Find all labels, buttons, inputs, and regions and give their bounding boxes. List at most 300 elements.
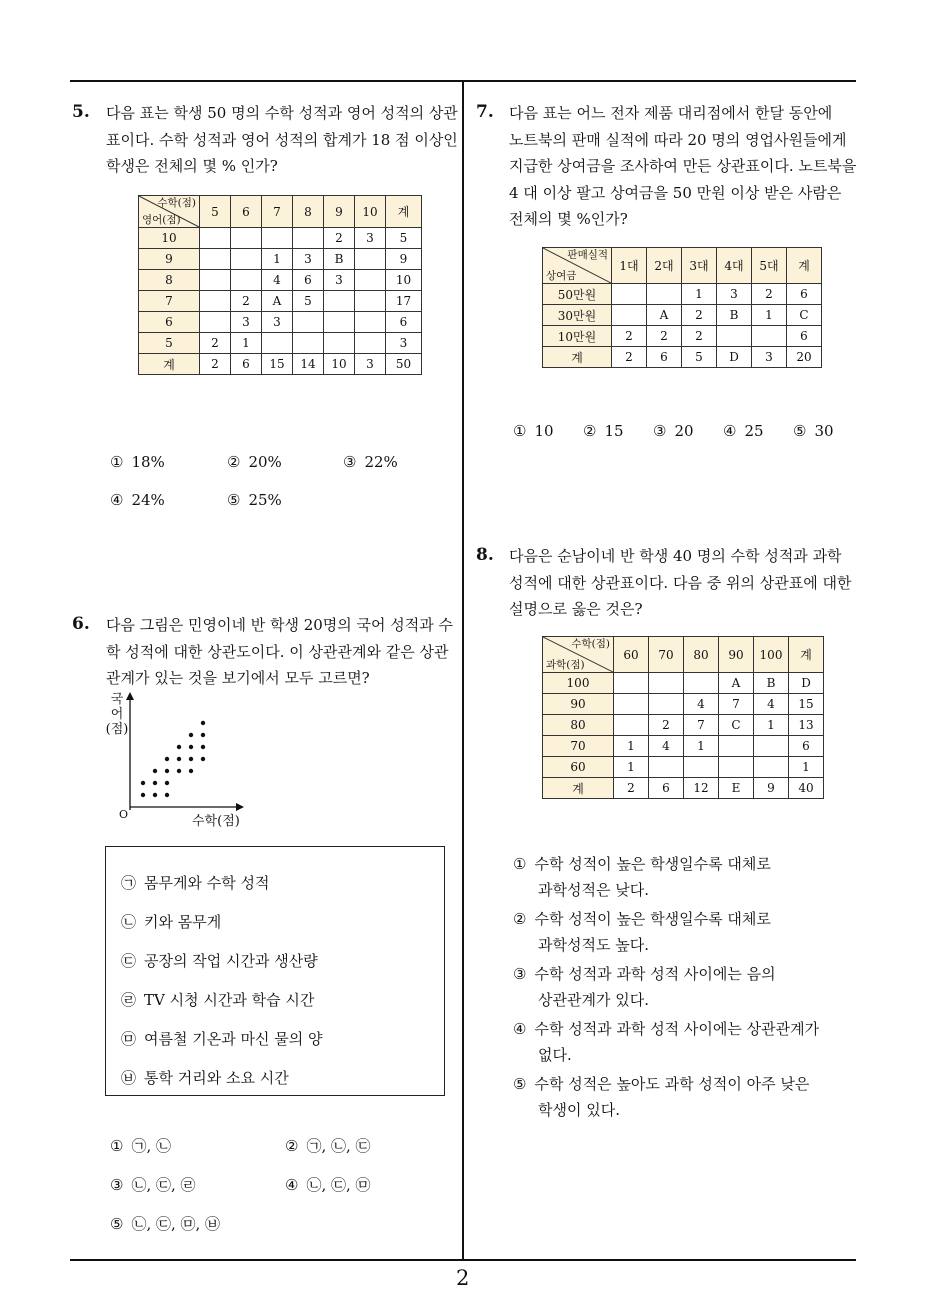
q8-option-mark: ④ — [513, 1020, 527, 1038]
q8-table-cell — [754, 736, 789, 757]
q8-table-cell: 13 — [789, 715, 824, 736]
q7-corner-bottom: 상여금 — [546, 270, 577, 282]
q6-line: 학 성적에 대한 상관도이다. 이 상관관계와 같은 상관 — [106, 642, 449, 661]
q6-scatter-dot — [177, 757, 181, 761]
q6-scatter-dot — [141, 781, 145, 785]
q5-table-cell: 1 — [231, 333, 262, 354]
q5-table-cell — [200, 270, 231, 291]
q5-table-cell — [200, 312, 231, 333]
q5-row-label: 9 — [139, 249, 200, 270]
q8-table-cell — [719, 757, 754, 778]
q5-table-cell: 2 — [324, 228, 355, 249]
q8-table-cell — [684, 757, 719, 778]
q7-table-cell — [647, 284, 682, 305]
q5-table-cell — [324, 333, 355, 354]
q5-table-cell — [355, 312, 386, 333]
q8-row-label: 90 — [543, 694, 614, 715]
q5-corner-bottom: 영어(점) — [142, 214, 181, 226]
q5-option-text: 20% — [248, 453, 282, 471]
q5-table-row — [139, 291, 422, 312]
q7-table-cell: B — [717, 305, 752, 326]
q6-option-mark: ② — [285, 1137, 299, 1155]
q6-box-text: 통학 거리와 소요 시간 — [144, 1069, 289, 1087]
q7-table-row — [543, 305, 822, 326]
q7-number: 7. — [476, 102, 494, 122]
q6-y-label-part: (점) — [105, 722, 129, 737]
q5-text — [106, 100, 458, 180]
q8-table-cell: 4 — [649, 736, 684, 757]
q5-table-cell — [293, 312, 324, 333]
q8-table-cell — [719, 736, 754, 757]
q5-table-cell — [200, 291, 231, 312]
q5-table-row — [139, 228, 422, 249]
q5-table-cell: 50 — [386, 354, 422, 375]
q8-option-2[interactable] — [513, 906, 771, 958]
q5-row-label: 계 — [139, 354, 200, 375]
q8-table-cell: E — [719, 778, 754, 799]
q6-box-mark: ㉠ — [121, 874, 137, 892]
q5-table-cell — [231, 270, 262, 291]
column-divider — [462, 80, 464, 1261]
q8-table-cell: 4 — [684, 694, 719, 715]
q7-row-label: 50만원 — [543, 284, 612, 305]
q5-table-cell: 9 — [386, 249, 422, 270]
q8-option-line — [513, 851, 771, 877]
q6-box-text: 공장의 작업 시간과 생산량 — [144, 952, 318, 970]
q7-table-cell — [717, 326, 752, 347]
q5-table-cell: 3 — [262, 312, 293, 333]
q8-table-row — [543, 673, 824, 694]
q5-table-cell: 10 — [324, 354, 355, 375]
q5-option-mark: ④ — [110, 491, 124, 509]
q5-col-header: 계 — [386, 196, 422, 228]
q7-option-mark: ④ — [723, 422, 737, 440]
q8-option-line: 과학성적은 낮다. — [538, 881, 649, 899]
q6-scatter-dot — [189, 757, 193, 761]
q8-option-mark: ② — [513, 910, 527, 928]
q5-corner-top: 수학(점) — [157, 197, 196, 209]
q6-origin: O — [119, 808, 129, 821]
q8-table-cell: B — [754, 673, 789, 694]
q8-option-4[interactable] — [513, 1016, 819, 1068]
bottom-rule — [70, 1259, 856, 1261]
q8-option-line — [513, 1071, 809, 1097]
q5-table-cell: 5 — [386, 228, 422, 249]
q8-row-label: 70 — [543, 736, 614, 757]
q7-option-text: 20 — [674, 422, 694, 440]
q8-table-cell — [649, 757, 684, 778]
q6-option-text: ㉠, ㉡ — [131, 1137, 171, 1155]
q6-box-mark: ㉢ — [121, 952, 137, 970]
q6-scatter-dot — [189, 745, 193, 749]
q7-line: 4 대 이상 팔고 상여금을 50 만원 이상 받은 사람은 — [509, 183, 842, 202]
q7-table-cell: 5 — [682, 347, 717, 368]
q5-table-cell — [231, 228, 262, 249]
q7-col-header: 계 — [787, 248, 822, 284]
q6-line: 다음 그림은 민영이네 반 학생 20명의 국어 성적과 수 — [106, 616, 454, 634]
q5-table-cell: 3 — [293, 249, 324, 270]
q7-text — [509, 100, 856, 233]
q8-corner-top: 수학(점) — [571, 638, 610, 650]
q5-table-cell — [355, 333, 386, 354]
q6-option-mark: ① — [110, 1137, 124, 1155]
q7-table-cell: 6 — [787, 326, 822, 347]
q6-y-axis-arrow — [126, 692, 134, 700]
q8-table-cell: 2 — [614, 778, 649, 799]
q6-option-4[interactable] — [285, 1174, 371, 1195]
q5-number: 5. — [72, 102, 90, 122]
q6-option-1[interactable] — [110, 1135, 171, 1156]
q6-scatter-dot — [189, 733, 193, 737]
q7-option-mark: ① — [513, 422, 527, 440]
q7-table-cell: 2 — [647, 326, 682, 347]
q5-table-cell — [324, 312, 355, 333]
q5-table-cell: 3 — [355, 228, 386, 249]
q8-corner-bottom: 과학(점) — [546, 659, 585, 671]
q8-option-line — [513, 1016, 819, 1042]
q7-table-cell: C — [787, 305, 822, 326]
q5-table-cell: 5 — [293, 291, 324, 312]
q8-table-cell: 9 — [754, 778, 789, 799]
q5-row-label: 7 — [139, 291, 200, 312]
q8-option-text: 수학 성적이 높은 학생일수록 대체로 — [534, 855, 771, 873]
q7-row-label: 30만원 — [543, 305, 612, 326]
q8-table-cell: 7 — [719, 694, 754, 715]
q7-table-cell — [612, 284, 647, 305]
q8-table-cell: 40 — [789, 778, 824, 799]
q7-table-row — [543, 284, 822, 305]
q5-line: 표이다. 수학 성적과 영어 성적의 합계가 18 점 이상인 — [106, 130, 458, 149]
q7-row-label: 10만원 — [543, 326, 612, 347]
q5-table-cell — [324, 291, 355, 312]
q8-table-cell: 1 — [754, 715, 789, 736]
q5-table-cell: 2 — [200, 333, 231, 354]
q7-option-mark: ③ — [653, 422, 667, 440]
q5-table-row — [139, 312, 422, 333]
q8-table-cell — [614, 673, 649, 694]
q7-option-2[interactable] — [583, 422, 624, 440]
q7-option-5[interactable] — [793, 422, 834, 440]
q6-scatter-dot — [177, 745, 181, 749]
q7-option-text: 30 — [814, 422, 834, 440]
q8-table-cell — [614, 715, 649, 736]
q7-line: 노트북의 판매 실적에 따라 20 명의 영업사원들에게 — [509, 130, 847, 149]
q6-box-mark: ㉥ — [121, 1069, 137, 1087]
q6-scatter-dot — [153, 769, 157, 773]
q8-col-header: 계 — [789, 637, 824, 673]
q7-table-cell — [752, 326, 787, 347]
q8-option-line — [513, 906, 771, 932]
q7-table-cell: 6 — [647, 347, 682, 368]
q7-table-cell: A — [647, 305, 682, 326]
q6-option-mark: ⑤ — [110, 1215, 124, 1233]
q8-text — [509, 543, 851, 623]
q8-table-cell — [684, 673, 719, 694]
q6-option-2[interactable] — [285, 1135, 371, 1156]
q7-option-3[interactable] — [653, 422, 694, 440]
q5-table-cell — [293, 228, 324, 249]
q6-option-mark: ④ — [285, 1176, 299, 1194]
q5-option-text: 18% — [131, 453, 165, 471]
q6-scatter-dot — [165, 793, 169, 797]
q8-table-cell: 4 — [754, 694, 789, 715]
q5-col-header: 9 — [324, 196, 355, 228]
q8-row-label: 80 — [543, 715, 614, 736]
q6-box-text: 몸무게와 수학 성적 — [144, 874, 270, 892]
q8-table-row — [543, 694, 824, 715]
q7-line: 지급한 상여금을 조사하여 만든 상관표이다. 노트북을 — [509, 157, 857, 175]
q8-table-corner — [543, 637, 614, 673]
q5-col-header: 6 — [231, 196, 262, 228]
q6-scatter-dot — [189, 769, 193, 773]
q7-col-header: 5대 — [752, 248, 787, 284]
q5-row-label: 5 — [139, 333, 200, 354]
q6-scatter-dot — [141, 793, 145, 797]
q8-table-cell — [754, 757, 789, 778]
q5-option-text: 22% — [364, 453, 398, 471]
q7-table-cell: 20 — [787, 347, 822, 368]
q8-option-5[interactable] — [513, 1071, 809, 1123]
q8-col-header: 90 — [719, 637, 754, 673]
q8-row-label: 계 — [543, 778, 614, 799]
q5-table-cell: 6 — [293, 270, 324, 291]
q7-table-cell: 1 — [752, 305, 787, 326]
q8-table-cell: 1 — [684, 736, 719, 757]
q6-option-3[interactable] — [110, 1174, 196, 1195]
q6-option-5[interactable] — [110, 1213, 220, 1234]
q8-table-row — [543, 778, 824, 799]
q6-text — [106, 612, 453, 692]
q6-box-mark: ㉡ — [121, 913, 137, 931]
q8-col-header: 100 — [754, 637, 789, 673]
q5-table-cell: 1 — [262, 249, 293, 270]
q5-table-cell — [200, 249, 231, 270]
q8-number: 8. — [476, 545, 494, 565]
q5-table-row — [139, 270, 422, 291]
q7-option-text: 15 — [604, 422, 624, 440]
q6-scatter-dot — [201, 733, 205, 737]
q5-col-header: 10 — [355, 196, 386, 228]
q8-row-label: 60 — [543, 757, 614, 778]
q8-table-row — [543, 715, 824, 736]
q8-table — [542, 636, 824, 799]
q8-table-cell: 6 — [649, 778, 684, 799]
q6-scatter-dot — [153, 793, 157, 797]
q6-scatter-dot — [153, 781, 157, 785]
q5-table-cell: 6 — [386, 312, 422, 333]
q7-table-cell — [612, 305, 647, 326]
q8-table-cell: 12 — [684, 778, 719, 799]
q6-y-label-part: 국 — [110, 692, 124, 707]
q5-table-cell: 3 — [324, 270, 355, 291]
q7-table-cell: 6 — [787, 284, 822, 305]
q6-y-label-part: 어 — [110, 707, 124, 722]
q5-table — [138, 195, 422, 375]
q8-option-line — [513, 961, 776, 987]
q5-line: 학생은 전체의 몇 % 인가? — [106, 157, 278, 175]
q5-option-text: 24% — [131, 491, 165, 509]
q6-box-text: 키와 몸무게 — [144, 913, 222, 931]
q8-table-cell: 15 — [789, 694, 824, 715]
q8-table-cell — [649, 673, 684, 694]
q6-scatter-chart — [100, 690, 260, 830]
q7-row-label: 계 — [543, 347, 612, 368]
q8-table-row — [543, 736, 824, 757]
q6-option-mark: ③ — [110, 1176, 124, 1194]
q6-number: 6. — [72, 614, 90, 634]
q5-col-header: 5 — [200, 196, 231, 228]
q7-table-cell: D — [717, 347, 752, 368]
q5-row-label: 10 — [139, 228, 200, 249]
q8-table-cell: 2 — [649, 715, 684, 736]
q6-box-text: 여름철 기온과 마신 물의 양 — [144, 1030, 323, 1048]
q8-option-line: 과학성적도 높다. — [538, 936, 649, 954]
q6-scatter-dot — [201, 745, 205, 749]
q7-col-header: 2대 — [647, 248, 682, 284]
q8-table-cell: 1 — [614, 736, 649, 757]
q5-option-mark: ⑤ — [227, 491, 241, 509]
q5-table-cell: 2 — [231, 291, 262, 312]
q5-table-cell: A — [262, 291, 293, 312]
q7-table-cell: 1 — [682, 284, 717, 305]
q7-table-cell: 2 — [682, 326, 717, 347]
q6-box-text: TV 시청 시간과 학습 시간 — [144, 991, 315, 1009]
q7-option-1[interactable] — [513, 422, 554, 440]
q7-table-corner — [543, 248, 612, 284]
q5-option-text: 25% — [248, 491, 282, 509]
q5-table-row — [139, 249, 422, 270]
q8-col-header: 70 — [649, 637, 684, 673]
q5-table-corner — [139, 196, 200, 228]
q6-box-mark: ㉤ — [121, 1030, 137, 1048]
q6-choices-box — [105, 846, 445, 1096]
q6-box-item — [121, 1067, 289, 1088]
q5-table-cell: 15 — [262, 354, 293, 375]
q5-table-cell — [200, 228, 231, 249]
q6-box-item — [121, 950, 318, 971]
q8-col-header: 60 — [614, 637, 649, 673]
q8-table-cell: 7 — [684, 715, 719, 736]
q6-option-text: ㉡, ㉢, ㉤ — [306, 1176, 371, 1194]
q7-option-text: 10 — [534, 422, 554, 440]
q5-table-cell — [355, 291, 386, 312]
q8-option-3[interactable] — [513, 961, 776, 1013]
q6-option-text: ㉡, ㉢, ㉤, ㉥ — [131, 1215, 221, 1233]
q8-option-1[interactable] — [513, 851, 771, 903]
q8-line: 설명으로 옳은 것은? — [509, 600, 643, 618]
q8-table-cell: A — [719, 673, 754, 694]
q8-table-cell: 1 — [789, 757, 824, 778]
q8-table-cell: C — [719, 715, 754, 736]
q5-table-row — [139, 333, 422, 354]
q7-table-cell: 3 — [717, 284, 752, 305]
q8-option-mark: ① — [513, 855, 527, 873]
q5-table-cell: 3 — [231, 312, 262, 333]
q5-table-cell — [262, 228, 293, 249]
q8-row-label: 100 — [543, 673, 614, 694]
q6-scatter-dot — [201, 757, 205, 761]
q7-line: 전체의 몇 %인가? — [509, 210, 628, 228]
q7-line: 다음 표는 어느 전자 제품 대리점에서 한달 동안에 — [509, 104, 833, 122]
q5-col-header: 7 — [262, 196, 293, 228]
q8-option-text: 수학 성적은 높아도 과학 성적이 아주 낮은 — [534, 1075, 810, 1093]
q5-option-mark: ② — [227, 453, 241, 471]
q5-line: 다음 표는 학생 50 명의 수학 성적과 영어 성적의 상관 — [106, 104, 458, 122]
q5-option-mark: ① — [110, 453, 124, 471]
q5-option-2[interactable] — [227, 453, 282, 471]
q6-box-mark: ㉣ — [121, 991, 137, 1009]
q5-row-label: 8 — [139, 270, 200, 291]
q7-corner-top: 판매실적 — [567, 249, 608, 261]
q5-table-cell: 10 — [386, 270, 422, 291]
q8-table-cell: 6 — [789, 736, 824, 757]
q6-box-item — [121, 989, 314, 1010]
q5-option-3[interactable] — [343, 453, 398, 471]
q5-table-cell: 14 — [293, 354, 324, 375]
q5-option-5[interactable] — [227, 491, 282, 509]
q5-table-cell — [355, 270, 386, 291]
q5-table-cell: 4 — [262, 270, 293, 291]
q7-option-text: 25 — [744, 422, 764, 440]
q8-table-cell — [649, 694, 684, 715]
q7-table-cell: 2 — [752, 284, 787, 305]
q5-option-4[interactable] — [110, 491, 165, 509]
q5-option-mark: ③ — [343, 453, 357, 471]
q5-table-cell: 3 — [355, 354, 386, 375]
q6-scatter-dot — [201, 721, 205, 725]
q6-line: 관계가 있는 것을 보기에서 모두 고르면? — [106, 669, 370, 687]
q7-option-4[interactable] — [723, 422, 764, 440]
q8-option-line: 없다. — [538, 1046, 572, 1064]
q7-option-mark: ⑤ — [793, 422, 807, 440]
q8-option-mark: ⑤ — [513, 1075, 527, 1093]
q5-table-cell — [262, 333, 293, 354]
q7-col-header: 4대 — [717, 248, 752, 284]
q6-box-item — [121, 872, 269, 893]
q5-table-cell: 6 — [231, 354, 262, 375]
q7-col-header: 1대 — [612, 248, 647, 284]
q8-option-text: 수학 성적과 과학 성적 사이에는 상관관계가 — [534, 1020, 820, 1038]
q8-option-text: 수학 성적이 높은 학생일수록 대체로 — [534, 910, 771, 928]
q8-option-line: 학생이 있다. — [538, 1101, 620, 1119]
q6-option-text: ㉠, ㉡, ㉢ — [306, 1137, 371, 1155]
q8-line: 다음은 순남이네 반 학생 40 명의 수학 성적과 과학 — [509, 547, 842, 565]
q6-box-item — [121, 1028, 322, 1049]
q6-scatter-dot — [177, 769, 181, 773]
q8-table-cell: D — [789, 673, 824, 694]
q5-table-row — [139, 354, 422, 375]
q6-x-label: 수학(점) — [192, 814, 240, 829]
q5-table-cell: 17 — [386, 291, 422, 312]
q8-option-mark: ③ — [513, 965, 527, 983]
q7-table-cell: 2 — [682, 305, 717, 326]
q5-table-cell — [231, 249, 262, 270]
q8-table-row — [543, 757, 824, 778]
q8-option-text: 수학 성적과 과학 성적 사이에는 음의 — [534, 965, 776, 983]
q7-option-mark: ② — [583, 422, 597, 440]
q7-table-row — [543, 326, 822, 347]
q5-table-cell: B — [324, 249, 355, 270]
q7-table-row — [543, 347, 822, 368]
q5-row-label: 6 — [139, 312, 200, 333]
q6-scatter-dot — [165, 757, 169, 761]
q8-col-header: 80 — [684, 637, 719, 673]
q6-scatter-dot — [165, 781, 169, 785]
q6-scatter-dot — [165, 769, 169, 773]
q6-box-item — [121, 911, 221, 932]
q5-table-cell — [355, 249, 386, 270]
q5-option-1[interactable] — [110, 453, 165, 471]
